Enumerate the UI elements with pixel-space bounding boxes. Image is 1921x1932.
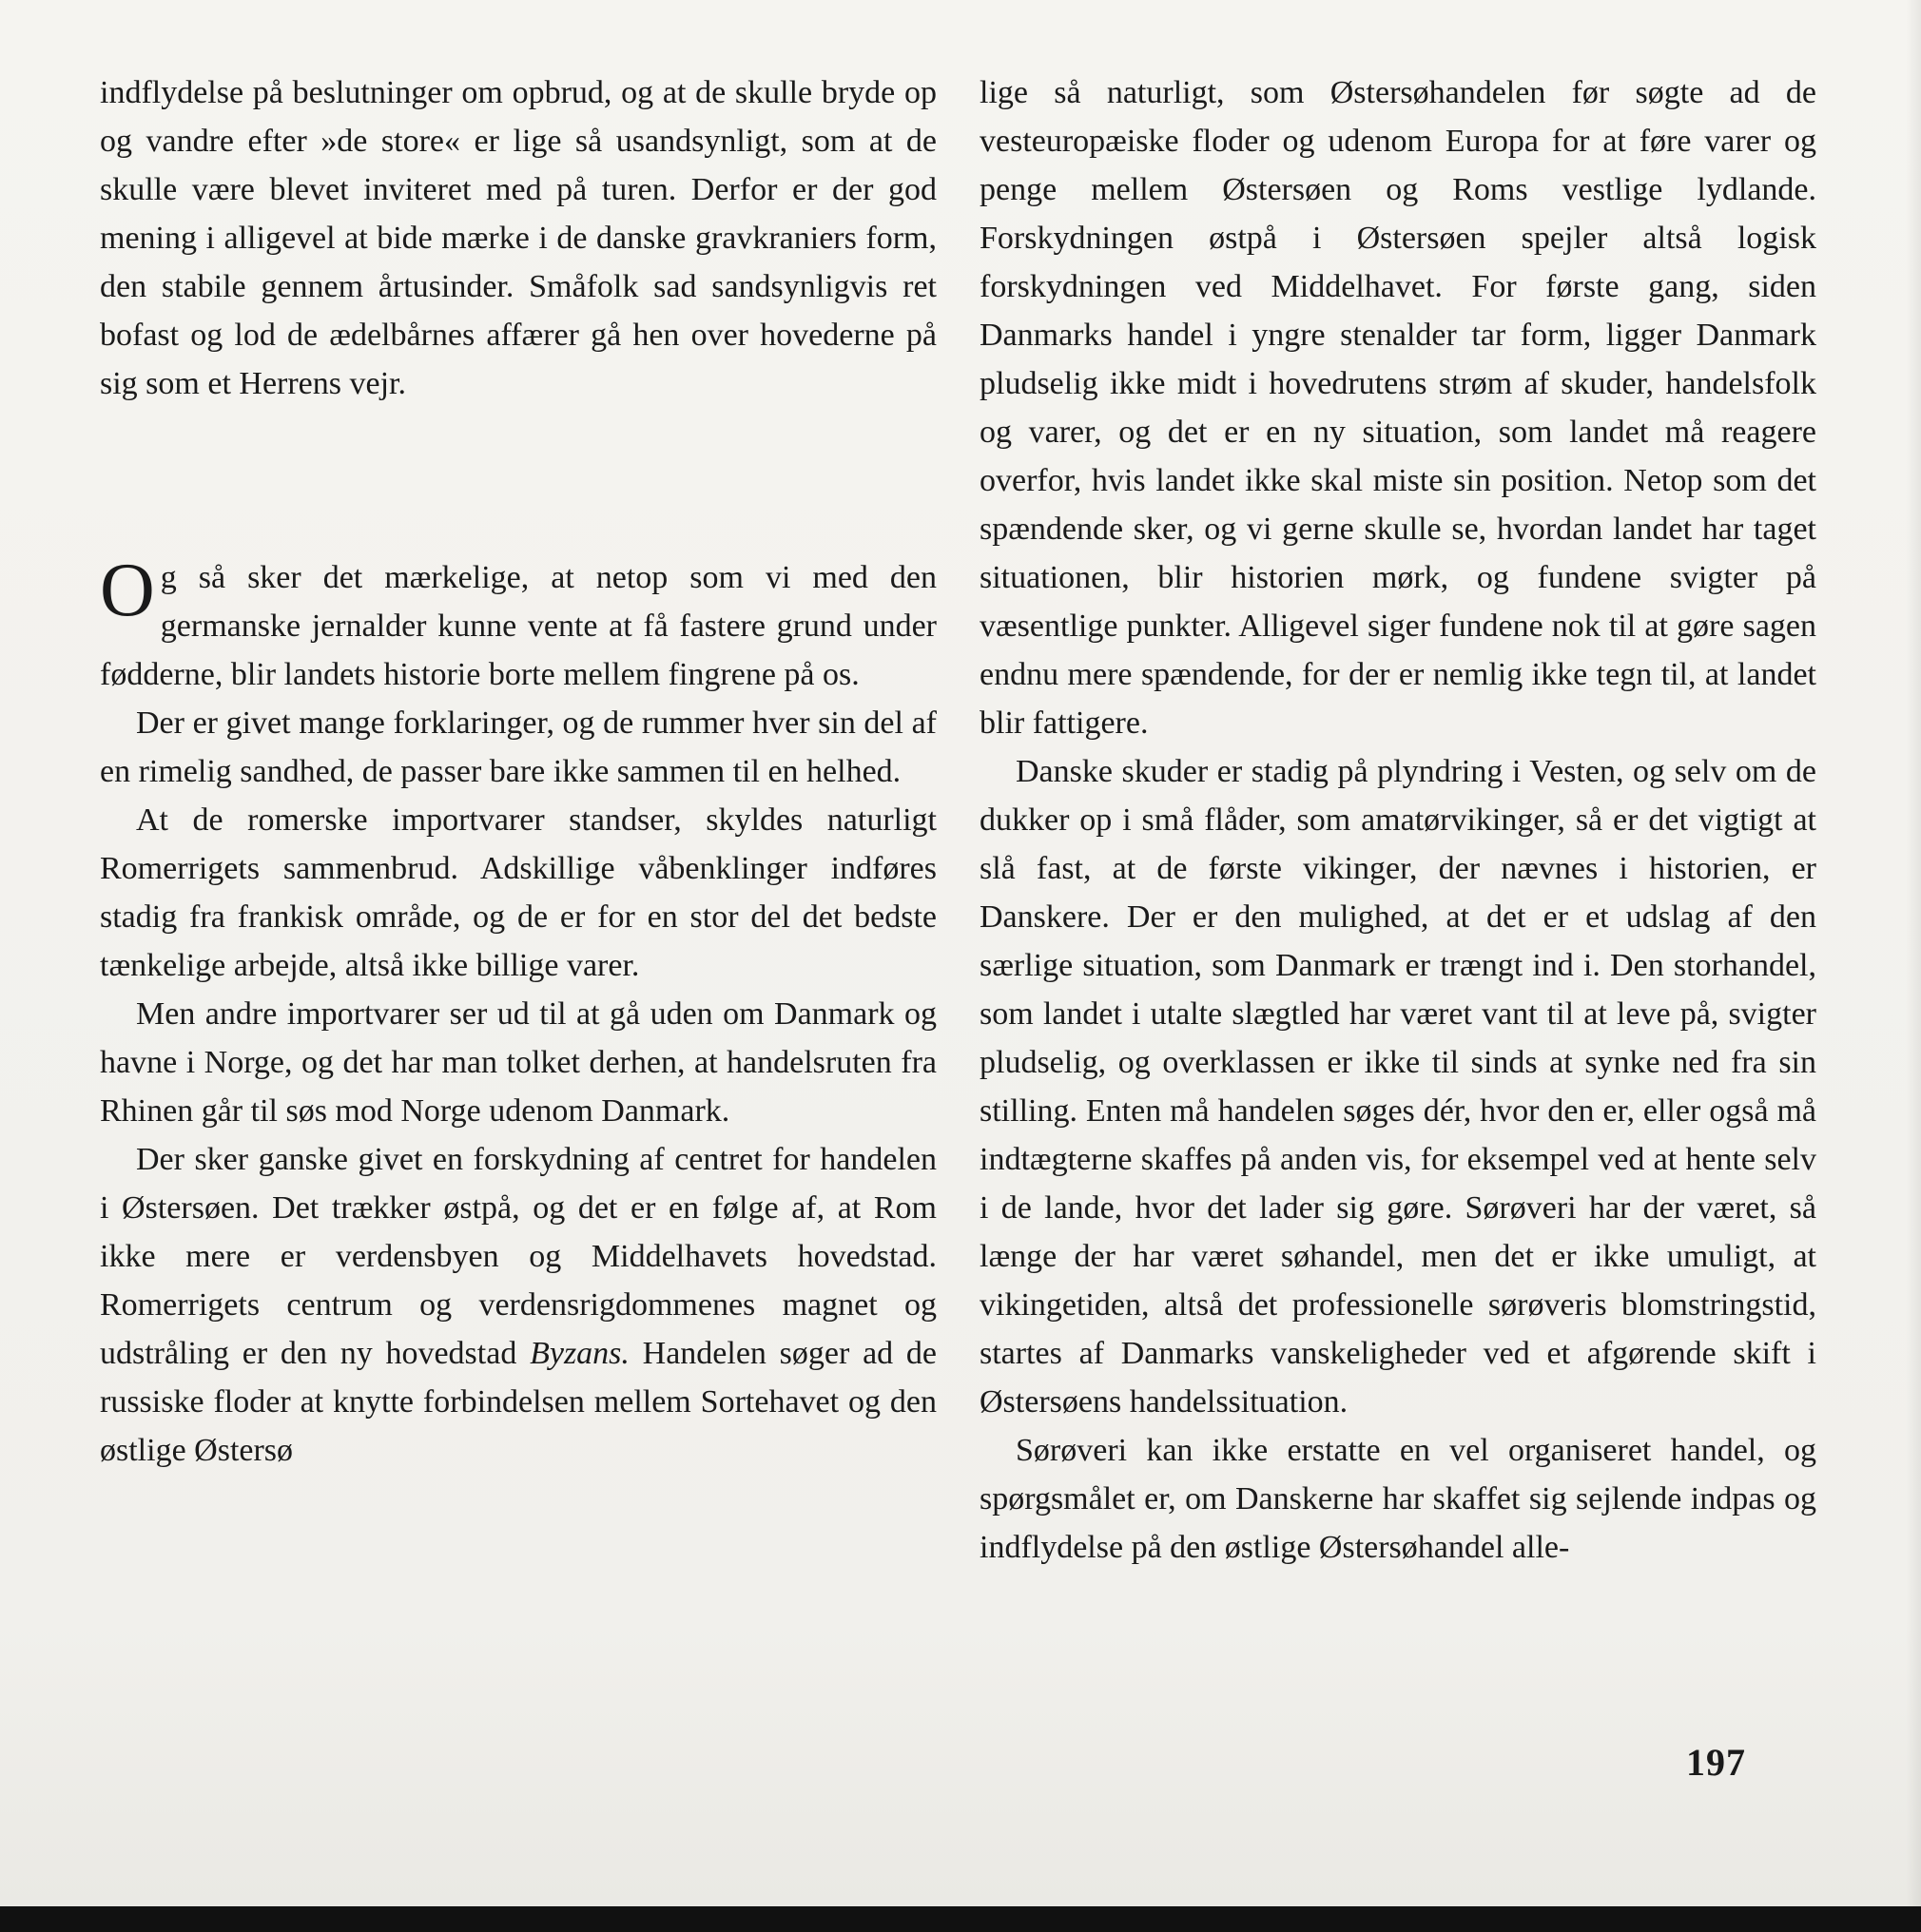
paragraph-text: g så sker det mærkelige, at netop som vi med den germanske jernalder kunne vente at få fastere grund under fødderne, blir landets historie borte mellem fingrene på os.: [100, 560, 937, 692]
scan-border: [0, 1906, 1921, 1932]
paragraph: Sørøveri kan ikke erstatte en vel organiseret handel, og spørgsmålet er, om Danskerne har skaffet sig sejlende indpas og indflydelse på den østlige Østersøhandel alle-: [980, 1433, 1816, 1565]
paragraph-text: Handelen søger ad de russiske floder at knytte forbindelsen mellem Sortehavet og den østlige Østersø: [100, 1336, 937, 1468]
page-edge-shadow: [1906, 0, 1921, 1906]
paragraph: Danske skuder er stadig på plyndring i Vesten, og selv om de dukker op i små flåder, som amatørvikinger, så er det vigtigt at slå fast, at de første vikinger, der nævnes i historien, er Danskere. Der er den mulighed, at det er et udslag af den særlige situation, som Danmark er trængt ind i. Den storhandel, som landet i utalte slægtled har været vant til at leve på, svigter pludselig, og overklassen er ikke til sinds at synke ned fra sin stilling. Enten må handelen søges dér, hvor den er, eller også må indtægterne skaffes på anden vis, for eksempel ved at hente selv i de lande, hvor det lader sig gøre. Sørøveri har der været, så længe der har været søhandel, men det er ikke umuligt, at vikingetiden, altså det professionelle sørøveris blomstringstid, startes af Danmarks vanskeligheder ved et afgørende skift i Østersøens handelssituation.: [980, 754, 1816, 1420]
paragraph: lige så naturligt, som Østersøhandelen før søgte ad de vesteuropæiske floder og udenom Europa for at føre varer og penge mellem Østersøen og Roms vestlige lydlande. Forskydningen østpå i Østersøen spejler altså logisk forskydningen ved Middelhavet. For første gang, siden Danmarks handel i yngre stenalder tar form, ligger Danmark pludselig ikke midt i hovedrutens strøm af skuder, handelsfolk og varer, og det er en ny situation, som landet må reagere overfor, hvis landet ikke skal miste sin position. Netop som det spændende sker, og vi gerne skulle se, hvordan landet har taget situationen, blir historien mørk, og fundene svigter på væsentlige punkter. Alligevel siger fundene nok til at gøre sagen endnu mere spændende, for der er nemlig ikke tegn til, at landet blir fattigere.: [980, 75, 1816, 741]
drop-cap-initial: O: [100, 549, 155, 632]
paragraph-with-initial: [100, 549, 937, 699]
section-gap: [100, 408, 937, 553]
paragraph: Men andre importvarer ser ud til at gå uden om Danmark og havne i Norge, og det har man tolket derhen, at handelsruten fra Rhinen går til søs mod Norge udenom Danmark.: [100, 996, 937, 1129]
paragraph: Der er givet mange forklaringer, og de rummer hver sin del af en rimelig sandhed, de passer bare ikke sammen til en helhed.: [100, 705, 937, 789]
paragraph: indflydelse på beslutninger om opbrud, og at de skulle bryde op og vandre efter »de store« er lige så usandsynligt, som at de skulle være blevet inviteret med på turen. Derfor er der god mening i alligevel at bide mærke i de danske gravkraniers form, den stabile gennem årtusinder. Småfolk sad sandsynligvis ret bofast og lod de ædelbårnes affærer gå hen over hovederne på sig som et Herrens vejr.: [100, 75, 937, 401]
italic-term: Byzans.: [530, 1336, 630, 1371]
left-column: [100, 68, 937, 1475]
page-number: 197: [1686, 1741, 1746, 1784]
paragraph: [100, 1135, 937, 1475]
paragraph: At de romerske importvarer standser, skyldes naturligt Romerrigets sammenbrud. Adskillige våbenklinger indføres stadig fra frankisk område, og de er for en stor del det bedste tænkelige arbejde, altså ikke billige varer.: [100, 802, 937, 983]
right-column: [980, 68, 1816, 1572]
paragraph-text: Der sker ganske givet en forskydning af centret for handelen i Østersøen. Det trækker østpå, og det er en følge af, at Rom ikke mere er verdensbyen og Middelhavets hovedstad. Romerrigets centrum og verdensrigdommenes magnet og udstråling er den ny hovedstad: [100, 1142, 937, 1371]
